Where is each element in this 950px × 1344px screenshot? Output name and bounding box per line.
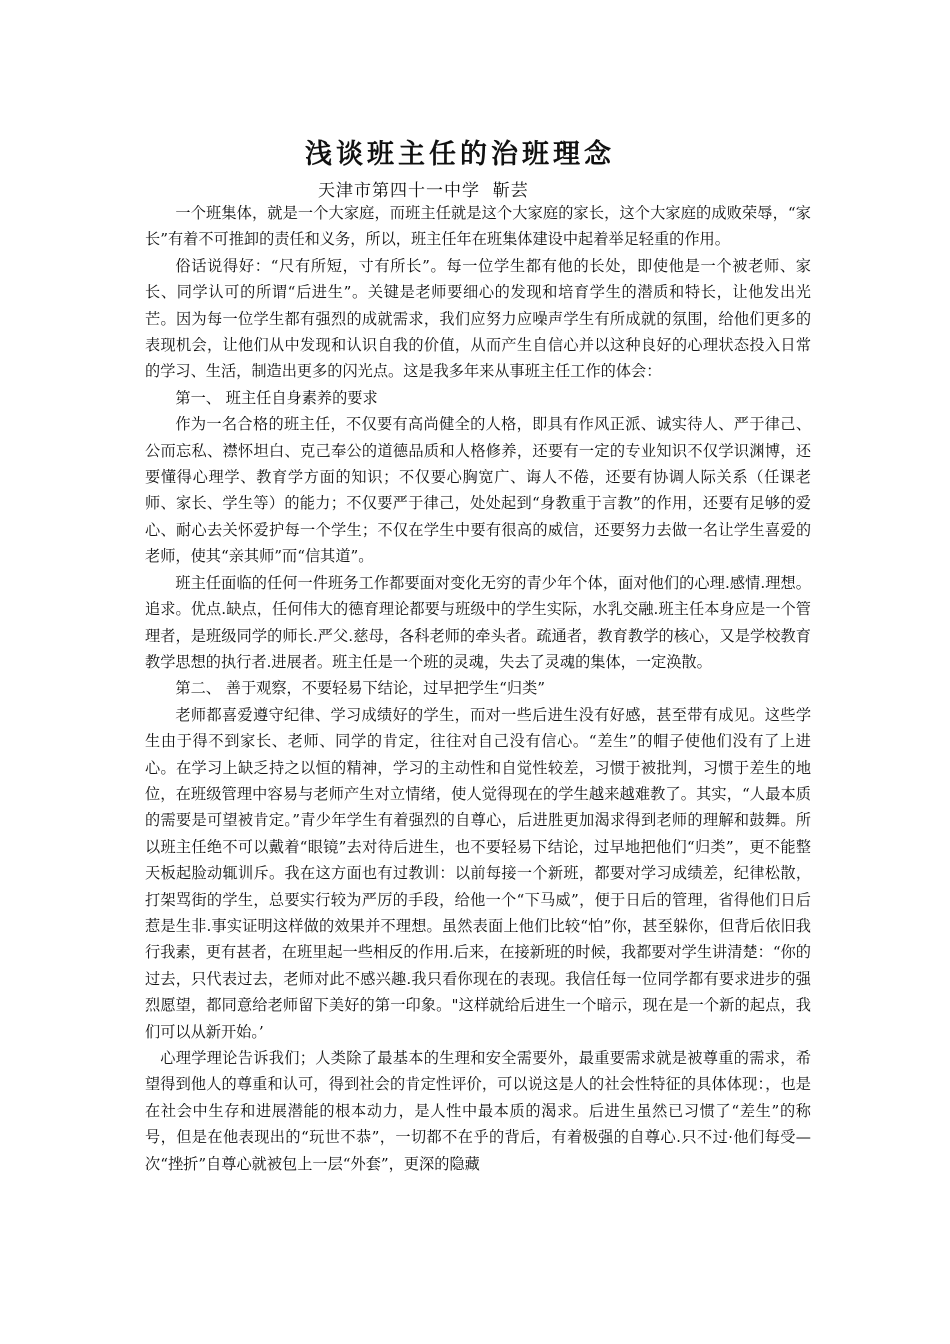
document-body	[145, 200, 811, 1177]
author-line: 天津市第四十一中学 靳芸	[318, 181, 529, 201]
paragraph-observation: 老师都喜爱遵守纪律、学习成绩好的学生，而对一些后进生没有好感，甚至带有成见。这些学生由于得不到家长、老师、同学的肯定，往往对自己没有信心。“差生”的帽子使他们没有了上进心。在学习上缺乏持之以恒的精神，学习的主动性和自觉性较差，习惯于被批判，习惯于差生的地位，在班级管理中容易与老师产生对立情绪，使人觉得现在的学生越来越难教了。其实，“人最本质的需要是可望被肯定。”青少年学生有着强烈的自尊心，后进胜更加渴求得到老师的理解和鼓舞。所以班主任绝不可以戴着“眼镜”去对待后进生，也不要轻易下结论，过早地把他们“归类”，更不能整天板起脸动辄训斥。我在这方面也有过教训：以前每接一个新班，都要对学习成绩差，纪律松散，打架骂街的学生，总要实行较为严厉的手段，给他一个“下马威”，便于日后的管理，省得他们日后惹是生非.事实证明这样做的效果并不理想。虽然表面上他们比较“怕”你，甚至躲你，但背后依旧我行我素，更有甚者，在班里起一些相反的作用.后来，在接新班的时候，我都要对学生讲清楚：“你的过去，只代表过去，老师对此不感兴趣.我只看你现在的表现。我信任每一位同学都有要求进步的强烈愿望，都同意给老师留下美好的第一印象。"这样就给后进生一个暗示，现在是一个新的起点，我们可以从新开始。’	[145, 705, 811, 1041]
document-title: 浅谈班主任的治班理念	[305, 139, 615, 170]
paragraph-proverb: 俗话说得好：“尺有所短，寸有所长”。每一位学生都有他的长处，即使他是一个被老师、家长、同学认可的所谓“后进生”。关键是老师要细心的发现和培育学生的潜质和特长，让他发出光芒。因为每一位学生都有强烈的成就需求，我们应努力应噪声学生有所成就的氛围，给他们更多的表现机会，让他们从中发现和认识自我的价值，从而产生自信心并以这种良好的心理状态投入日常的学习、生活，制造出更多的闪光点。这是我多年来从事班主任工作的体会：	[145, 256, 811, 381]
paragraph-psychology: 心理学理论告诉我们；人类除了最基本的生理和安全需要外，最重要需求就是被尊重的需求，希望得到他人的尊重和认可，得到社会的肯定性评价，可以说这是人的社会性特征的具体体现：，也是在社会中生存和进展潜能的根本动力，是人性中最本质的渴求。后进生虽然已习惯了“差生”的称号，但是在他表现出的“玩世不恭”，一切都不在乎的背后，有着极强的自尊心.只不过·他们每受—次“挫折”自尊心就被包上一层“外套”，更深的隐藏	[145, 1049, 811, 1173]
section-heading-2: 第二、 善于观察，不要轻易下结论，过早把学生“归类”	[175, 679, 546, 698]
paragraph-intro: 一个班集体，就是一个大家庭，而班主任就是这个大家庭的家长，这个大家庭的成败荣辱，“家长”有着不可推卸的责任和义务，所以，班主任年在班集体建设中起着举足轻重的作用。	[145, 204, 811, 249]
paragraph-class-soul: 班主任面临的任何一件班务工作都要面对变化无穷的青少年个体，面对他们的心理.感情.理想。追求。优点.缺点，任何伟大的德育理论都要与班级中的学生实际，水乳交融.班主任本身应是一个管理者，是班级同学的师长.严父.慈母，各科老师的牵头者。疏通者，教育教学的核心，又是学校教育教学思想的执行者.进展者。班主任是一个班的灵魂，失去了灵魂的集体，一定涣散。	[145, 573, 811, 671]
section-heading-1: 第一、 班主任自身素养的要求	[175, 388, 378, 407]
paragraph-qualifications: 作为一名合格的班主任，不仅要有高尚健全的人格，即具有作风正派、诚实待人、严于律己、公而忘私、襟怀坦白、克己奉公的道德品质和人格修养，还要有一定的专业知识不仅学识渊博，还要懂得心理学、教育学方面的知识；不仅要心胸宽广、诲人不倦，还要有协调人际关系（任课老师、家长、学生等）的能力；不仅要严于律己，处处起到“身教重于言教”的作用，还要有足够的爱心、耐心去关怀爱护每一个学生；不仅在学生中要有很高的威信，还要努力去做一名让学生喜爱的老师，使其“亲其师”而“信其道”。	[145, 415, 811, 566]
